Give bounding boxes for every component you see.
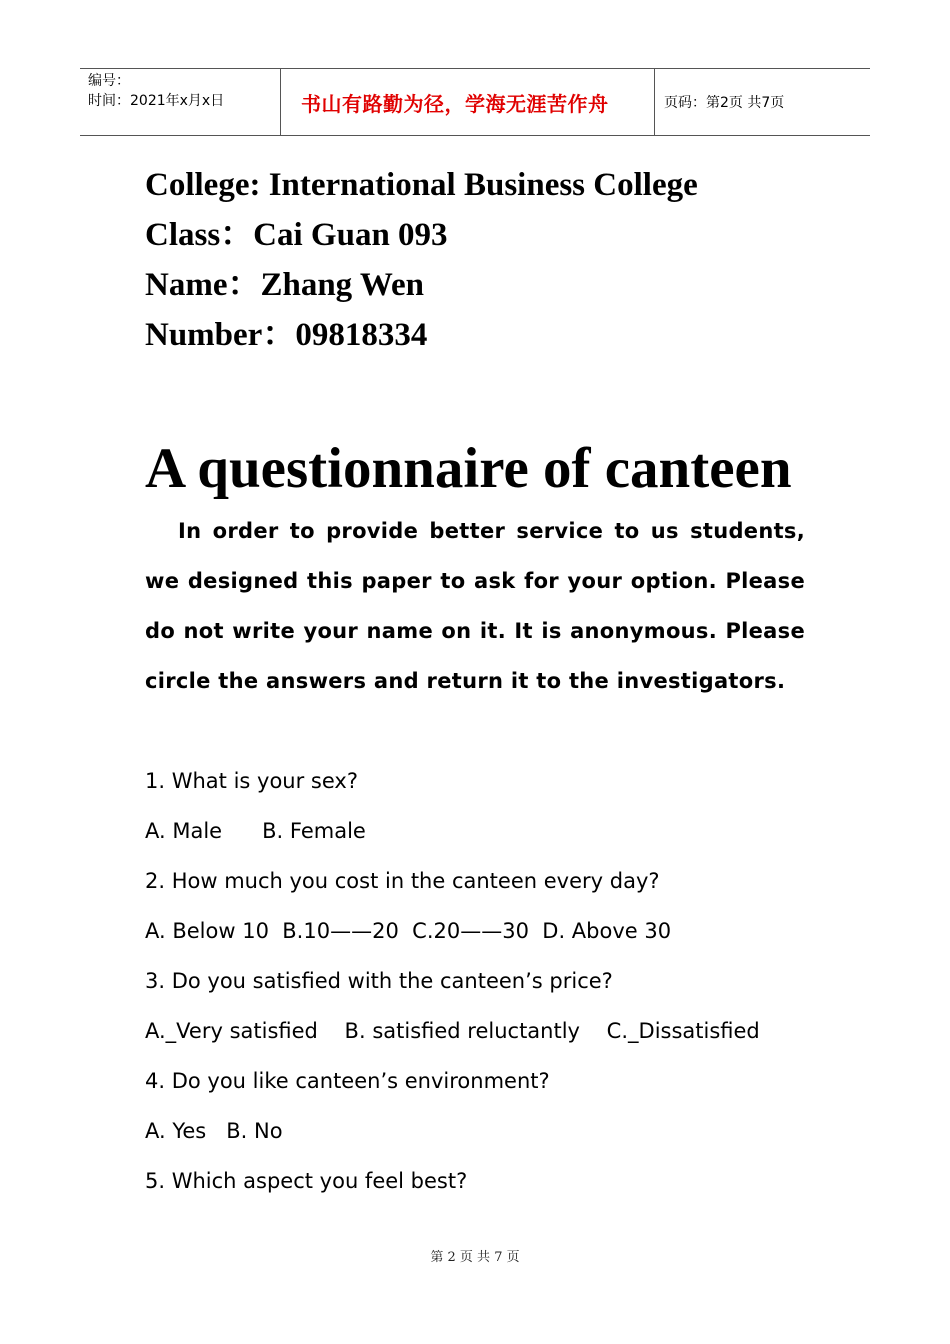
header-motto-cell [281,69,655,135]
header-page-cell [655,69,870,135]
page-header [80,68,870,136]
name-line: Name：Zhang Wen [145,267,425,303]
question-3-options: A._Very satisfied B. satisfied reluctantly C._Dissatisfied [145,1019,760,1043]
student-info [145,160,698,360]
motto: 书山有路勤为径，学海无涯苦作舟 [301,91,609,116]
college-line: College: International Business College [145,167,698,203]
number-line: Number：09818334 [145,317,428,353]
question-5: 5. Which aspect you feel best? [145,1169,468,1193]
question-2-options: A. Below 10 B.10——20 C.20——30 D. Above 30 [145,919,672,943]
question-1: 1. What is your sex? [145,769,358,793]
time-label: 时间：2021年x月x日 [88,93,225,109]
question-3: 3. Do you satisfied with the canteen’s price? [145,969,613,993]
question-list [145,756,760,1206]
question-4-options: A. Yes B. No [145,1119,283,1143]
page-info: 页码：第2页 共7页 [664,95,785,111]
intro-paragraph: In order to provide better service to us students, we designed this paper to ask for your option. Please do not write your name on it. It is anonymous. Please circle the answers and return it to the investigators. [145,519,805,693]
document-title: A questionnaire of canteen [145,437,792,500]
question-4: 4. Do you like canteen’s environment? [145,1069,550,1093]
page-footer: 第 2 页 共 7 页 [430,1250,520,1265]
serial-label: 编号： [88,73,130,89]
header-meta [80,69,281,135]
question-1-options: A. Male B. Female [145,819,366,843]
class-line: Class：Cai Guan 093 [145,217,448,253]
question-2: 2. How much you cost in the canteen every day? [145,869,660,893]
